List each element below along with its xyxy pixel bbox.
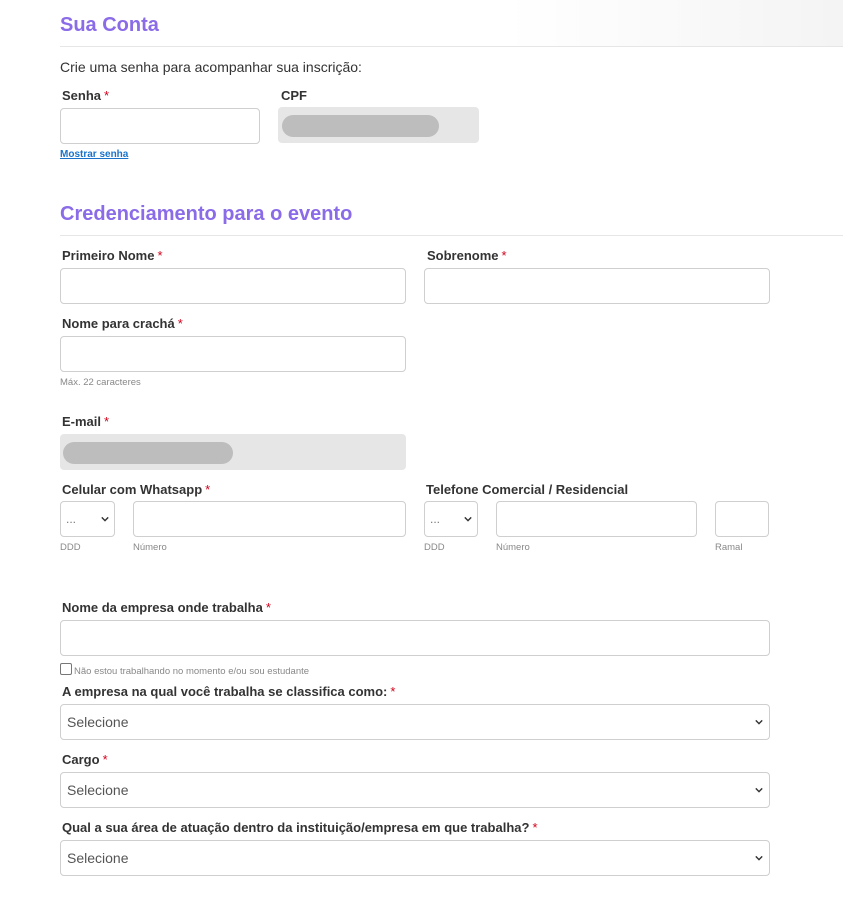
not-working-checkbox[interactable] [60, 663, 72, 675]
password-label: Senha * [62, 88, 110, 103]
first-name-label: Primeiro Nome * [62, 248, 163, 263]
mobile-ddd-select[interactable] [60, 501, 115, 537]
badge-name-label: Nome para crachá * [62, 316, 183, 331]
required-mark: * [390, 684, 396, 699]
area-label: Qual a sua área de atuação dentro da instituição/empresa em que trabalha? * [62, 820, 538, 835]
required-mark: * [102, 752, 108, 767]
company-type-select[interactable] [60, 704, 770, 740]
ddd-placeholder: ... [430, 512, 441, 526]
section-title-account: Sua Conta [60, 14, 159, 36]
badge-name-input[interactable] [60, 336, 406, 372]
mobile-label: Celular com Whatsapp * [62, 482, 211, 497]
number-hint: Número [133, 542, 167, 553]
chevron-down-icon [755, 718, 763, 726]
extension-hint: Ramal [715, 542, 743, 553]
required-mark: * [265, 600, 271, 615]
required-mark: * [501, 248, 507, 263]
role-label: Cargo * [62, 752, 108, 767]
password-input[interactable] [60, 108, 260, 144]
cpf-field [278, 107, 479, 143]
redacted-value [282, 115, 439, 137]
phone-label: Telefone Comercial / Residencial [426, 482, 629, 497]
chevron-down-icon [755, 786, 763, 794]
company-type-label: A empresa na qual você trabalha se classifica como: * [62, 684, 396, 699]
chevron-down-icon [464, 515, 472, 523]
section-title-credential: Credenciamento para o evento [60, 203, 353, 225]
ddd-hint: DDD [424, 542, 445, 553]
badge-name-hint: Máx. 22 caracteres [60, 377, 141, 388]
ddd-placeholder: ... [66, 512, 77, 526]
email-label: E-mail * [62, 414, 110, 429]
required-mark: * [532, 820, 538, 835]
phone-ddd-select[interactable] [424, 501, 478, 537]
company-input[interactable] [60, 620, 770, 656]
account-intro: Crie uma senha para acompanhar sua inscrição: [60, 59, 362, 75]
required-mark: * [104, 88, 110, 103]
section-divider [60, 235, 843, 236]
select-value: Selecione [67, 850, 129, 866]
first-name-input[interactable] [60, 268, 406, 304]
chevron-down-icon [755, 854, 763, 862]
role-select[interactable] [60, 772, 770, 808]
redacted-value [63, 442, 233, 464]
select-value: Selecione [67, 782, 129, 798]
required-mark: * [205, 482, 211, 497]
last-name-label: Sobrenome * [427, 248, 507, 263]
ddd-hint: DDD [60, 542, 81, 553]
number-hint: Número [496, 542, 530, 553]
select-value: Selecione [67, 714, 129, 730]
company-label: Nome da empresa onde trabalha * [62, 600, 271, 615]
last-name-input[interactable] [424, 268, 770, 304]
section-divider [60, 46, 843, 47]
required-mark: * [177, 316, 183, 331]
required-mark: * [104, 414, 110, 429]
phone-number-input[interactable] [496, 501, 697, 537]
mobile-number-input[interactable] [133, 501, 406, 537]
chevron-down-icon [101, 515, 109, 523]
required-mark: * [157, 248, 163, 263]
area-select[interactable] [60, 840, 770, 876]
show-password-link[interactable]: Mostrar senha [60, 149, 129, 160]
phone-extension-input[interactable] [715, 501, 769, 537]
not-working-label: Não estou trabalhando no momento e/ou sou estudante [74, 666, 310, 677]
email-field [60, 434, 406, 470]
cpf-label: CPF [281, 88, 307, 103]
